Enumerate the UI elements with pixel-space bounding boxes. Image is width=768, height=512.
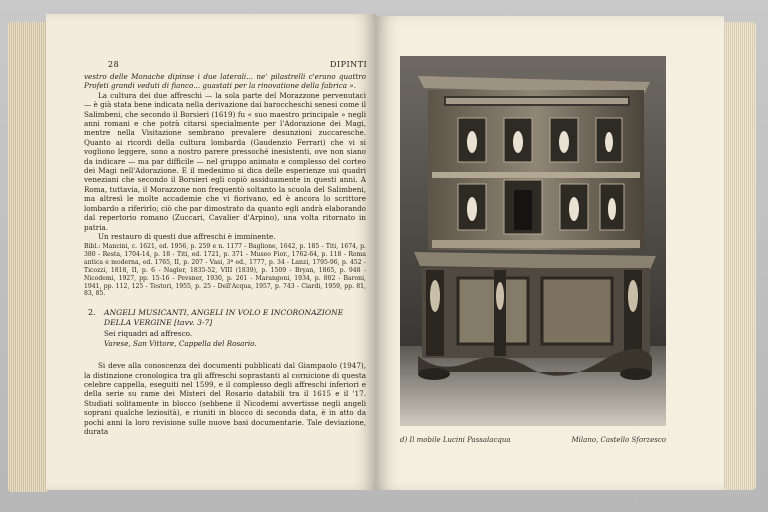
cabinet-illustration [400, 56, 666, 426]
photo-location: Milano, Castello Sforzesco [571, 436, 666, 444]
book-page-edges-left [8, 22, 48, 492]
paragraph-3: Un restauro di questi due affreschi è imminente. [98, 231, 276, 241]
paragraph-2: La cultura dei due affreschi — la sola parte del Morazzone pervenutaci — è già stata bene indicata nella derivazione dai baroccheschi senesi come il Salimbeni, che secondo il Borsieri (1619) fu « suo maestro principale » negli anni romani e che potrà citarsi specialmente per l'Adorazione dei Magi, mentre nella Visitazione sembrano prevalere desunzioni zuccaresche. Quanto ai ricordi della cultura lombarda (Gaudenzio Ferrari) che vi si vogliono leggere, sono a nostro parere pressoché inesistenti, ove non siano da indicare — ma par difficile — nel gruppo animato e complesso del corteo dei Magi nell'Adorazione. E il medesimo si dica delle esperienze sui quadri veneziani che secondo il Borsieri egli copiò assiduamente in questi anni. A Roma, tuttavia, il Morazzone non frequentò soltanto la scuola del Salimbeni, ma altresì le molte accademie che vi fiorivano, ed è ancora lo scrittore lombardo a riferirlo; ciò che par dimostrato da quanto egli andrà elaborando dal repertorio romano (Zuccari, Cavalier d'Arpino), una volta ritornato in patria. [84, 90, 366, 232]
section-location: Varese, San Vittore, Cappella del Rosario. [104, 339, 257, 348]
section-number: 2. [88, 308, 96, 317]
photo-caption: d) Il mobile Lucini Passalacqua [400, 436, 511, 444]
body-text-bottom [84, 354, 366, 444]
section-subtitle: Sei riquadri ad affresco. [104, 329, 193, 338]
body-text-top [84, 72, 366, 241]
paragraph-1: vestro delle Monache dipinse i due laterali... ne' pilastrelli c'erano quattro Profeti grandi veduti di fianco... guastati per la rinovatione della fabrica ». [84, 72, 366, 91]
cabinet-photograph [400, 56, 666, 426]
book-page-edges-right [720, 22, 756, 490]
running-head: DIPINTI [330, 60, 368, 69]
bibliography: Bibl.: Mancini, c. 1621, ed. 1956, p. 259 e n. 1177 - Baglione, 1642, p. 185 - Titi, 1674, p. 380 - Resta, 1704-14, p. 18 - Titi, ed. 1721, p. 371 - Museo Fior., 1762-64, p. 118 - Roma antica e moderna, ed. 1765, II, p. 207 - Vasi, 3ª ed., 1777, p. 34 - Lanzi, 1795-96, p. 452 - Ticozzi, 1818, II, p. 6 - Nagler, 1835-52, VIII (1839), p. 1509 - Bryan, 1865, p. 948 - Nicodemi, 1927, pp. 15-16 - Pevsner, 1930, p. 261 - Marangoni, 1934, p. 802 - Baroni, 1941, pp. 112, 125 - Testori, 1955, p. 25 - Dell'Acqua, 1957, p. 743 - Ciardi, 1959, pp. 81, 83, 85. [84, 243, 366, 298]
paragraph-4: Si deve alla conoscenza dei documenti pubblicati dal Giampaolo (1947), la distinzione cronologica tra gli affreschi soprastanti al cornicione di questa celebre cappella, eseguiti nel 1599, e il complesso degli affreschi inferiori e della serie su rame dei Misteri del Rosario databili tra il 1615 e il '17. Studiati solitamente in blocco (sebbene il Nicodemi avvertisse negli angeli soprani qualche leziosità), e riuniti in blocco di seconda data, è in atto da pochi anni la loro revisione sulle nuove basi documentarie. Tale deviazione, durata [84, 361, 366, 437]
section-title: ANGELI MUSICANTI, ANGELI IN VOLO E INCORONAZIONE DELLA VERGINE [tavv. 3-7] [104, 308, 344, 327]
page-number: 28 [108, 60, 120, 69]
